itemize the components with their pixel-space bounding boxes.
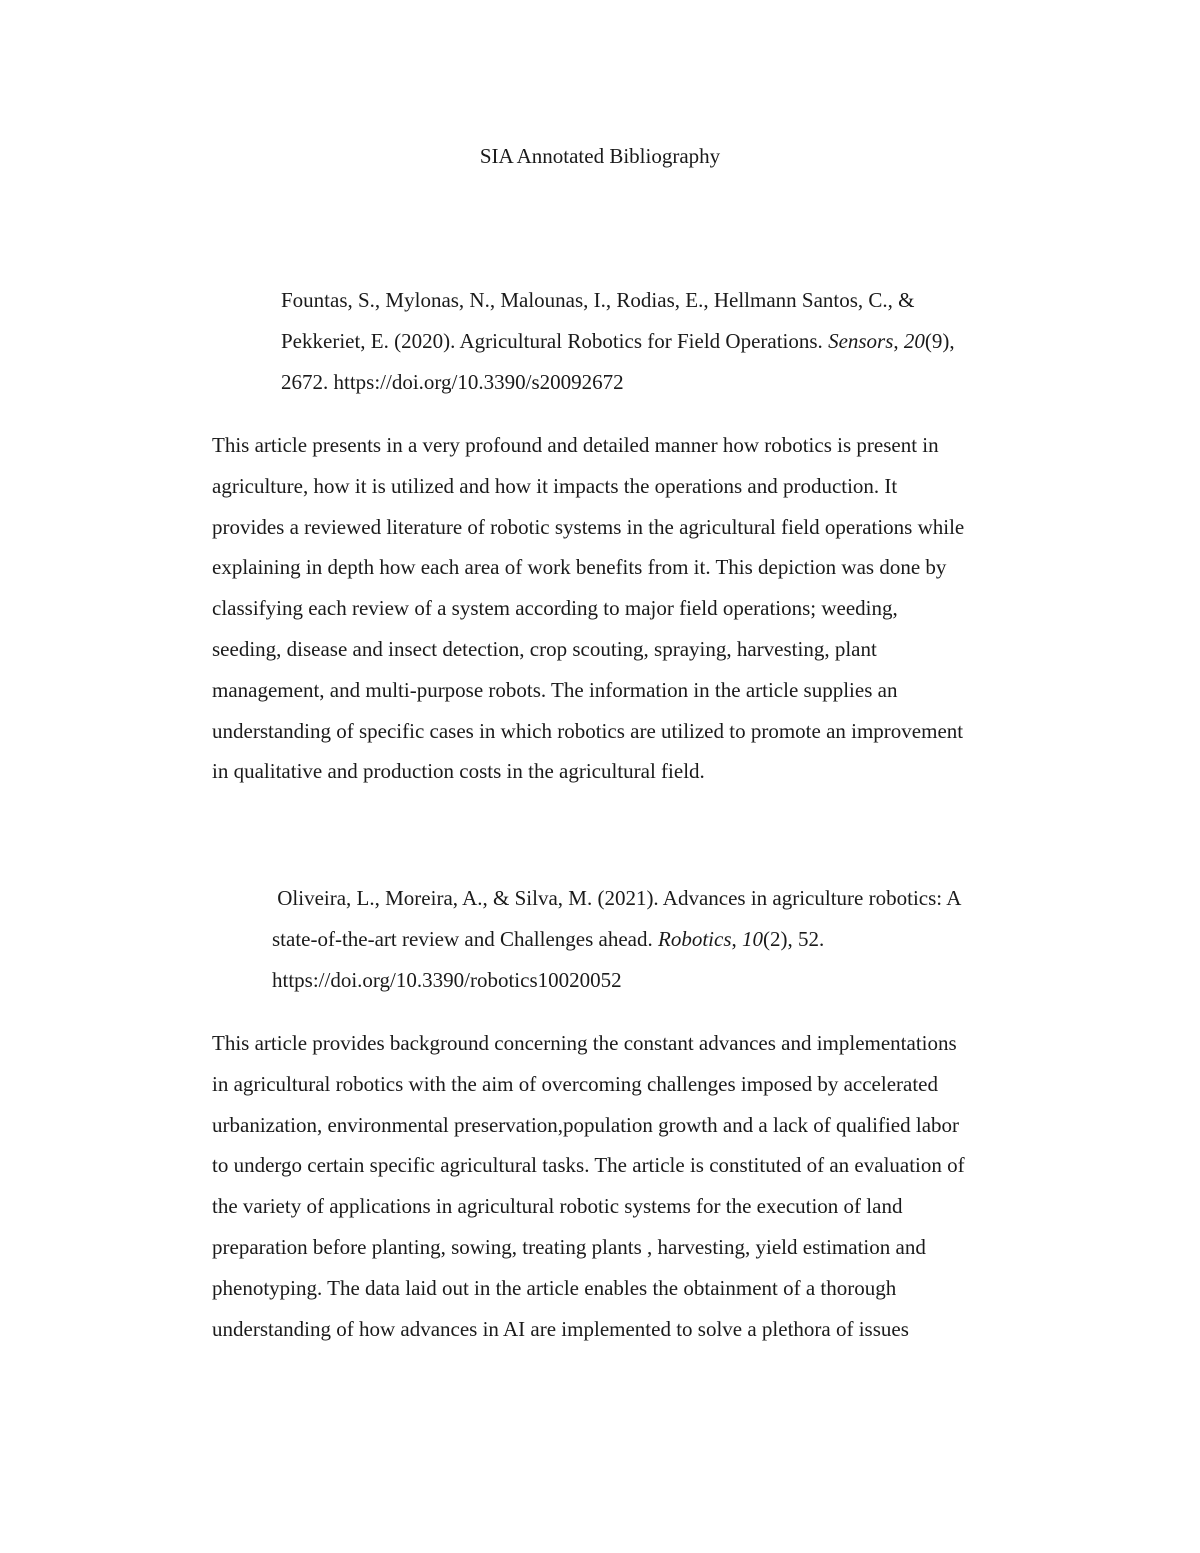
annotation-line: preparation before planting, sowing, treating plants , harvesting, yield estimation and <box>212 1234 926 1259</box>
annotation-line: management, and multi-purpose robots. The information in the article supplies an <box>212 677 898 702</box>
citation-1 <box>281 280 1061 403</box>
citation-line: Oliveira, L., Moreira, A., & Silva, M. (2021). Advances in agriculture robotics: A <box>272 886 962 910</box>
citation-line: Fountas, S., Mylonas, N., Malounas, I., Rodias, E., Hellmann Santos, C., & <box>281 288 915 312</box>
annotation-line: agriculture, how it is utilized and how it impacts the operations and production. It <box>212 473 898 498</box>
citation-text: state-of-the-art review and Challenges ahead. <box>272 927 658 951</box>
citation-line: https://doi.org/10.3390/robotics10020052 <box>272 968 622 992</box>
annotation-line: provides a reviewed literature of robotic systems in the agricultural field operations while <box>212 514 965 539</box>
journal-volume: 10 <box>742 927 763 951</box>
annotation-2 <box>212 1023 1062 1349</box>
annotation-line: This article provides background concerning the constant advances and implementations <box>212 1031 957 1055</box>
annotation-1 <box>212 425 1062 792</box>
page-title: SIA Annotated Bibliography <box>479 144 721 168</box>
citation-text: (2), 52. <box>763 927 825 951</box>
annotation-line: in qualitative and production costs in the agricultural field. <box>212 759 705 784</box>
citation-text: , <box>893 329 904 353</box>
citation-text: Pekkeriet, E. (2020). Agricultural Robotics for Field Operations. <box>281 329 829 353</box>
annotation-line: urbanization, environmental preservation,population growth and a lack of qualified labor <box>212 1112 960 1137</box>
annotation-line: phenotyping. The data laid out in the article enables the obtainment of a thorough <box>212 1275 897 1300</box>
annotation-line: This article presents in a very profound and detailed manner how robotics is present in <box>212 433 939 457</box>
annotation-line: understanding of how advances in AI are implemented to solve a plethora of issues <box>212 1316 909 1341</box>
citation-2 <box>272 878 1062 1001</box>
journal-name: Robotics <box>658 927 732 951</box>
citation-text: (9), <box>924 329 955 353</box>
annotation-line: explaining in depth how each area of work benefits from it. This depiction was done by <box>212 555 947 580</box>
journal-name: Sensors <box>828 329 894 353</box>
annotation-line: to undergo certain specific agricultural tasks. The article is constituted of an evaluation of <box>212 1153 965 1178</box>
annotation-line: the variety of applications in agricultural robotic systems for the execution of land <box>212 1194 903 1219</box>
annotation-line: classifying each review of a system according to major field operations; weeding, <box>212 596 898 621</box>
annotation-line: seeding, disease and insect detection, crop scouting, spraying, harvesting, plant <box>212 636 877 661</box>
citation-line <box>272 919 1062 960</box>
annotation-line: understanding of specific cases in which robotics are utilized to promote an improvement <box>212 718 964 743</box>
annotation-line: in agricultural robotics with the aim of overcoming challenges imposed by accelerated <box>212 1071 938 1096</box>
journal-volume: 20 <box>903 329 925 353</box>
citation-text: , <box>731 927 742 951</box>
citation-line <box>281 321 1061 362</box>
citation-line: 2672. https://doi.org/10.3390/s20092672 <box>281 370 624 394</box>
